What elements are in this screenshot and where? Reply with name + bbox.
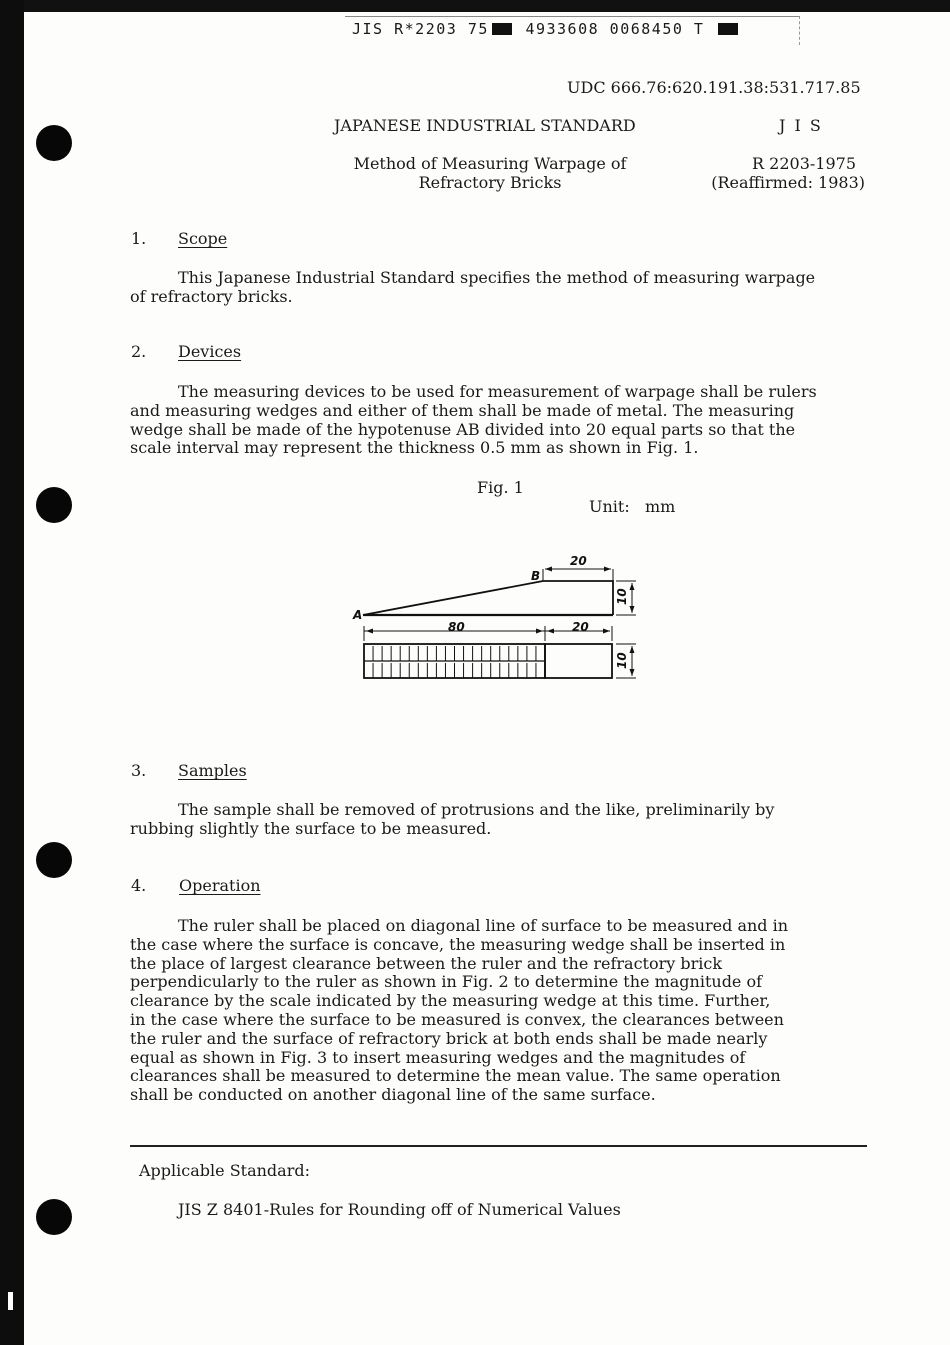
dim-top-height: 10 xyxy=(615,588,629,605)
section-heading-operation: Operation xyxy=(179,876,261,895)
scan-top-border xyxy=(0,0,950,12)
text-line: the place of largest clearance between the ruler and the refractory brick xyxy=(130,953,723,973)
figure-1-wedge-diagram xyxy=(340,545,650,685)
stamp-block xyxy=(718,23,738,35)
arrowhead xyxy=(603,629,610,634)
arrowhead xyxy=(366,629,373,634)
text-line: of refractory bricks. xyxy=(130,286,293,306)
punch-hole xyxy=(36,1199,72,1235)
text-line: The measuring devices to be used for measurement of warpage shall be rulers xyxy=(178,382,817,401)
section-number: 2. xyxy=(131,342,147,361)
section-heading-devices: Devices xyxy=(178,342,242,361)
operation-paragraph xyxy=(130,917,788,1105)
text-line: The ruler shall be placed on diagonal line of surface to be measured and in xyxy=(178,916,789,935)
dim-top-width: 20 xyxy=(570,554,587,568)
standard-number-block xyxy=(690,154,865,192)
applicable-standard-label: Applicable Standard: xyxy=(139,1161,310,1180)
text-line: rubbing slightly the surface to be measured. xyxy=(130,818,492,838)
figure-caption: Fig. 1 xyxy=(477,478,524,497)
unit-value: mm xyxy=(645,497,676,516)
standard-number: R 2203-1975 xyxy=(752,154,856,173)
stamp-block xyxy=(492,23,512,35)
text-line: wedge shall be made of the hypotenuse AB divided into 20 equal parts so that the xyxy=(130,419,796,439)
applicable-standard-reference: JIS Z 8401-Rules for Rounding off of Numerical Values xyxy=(178,1200,621,1219)
section-number: 4. xyxy=(131,876,147,895)
scale-ticks xyxy=(373,646,536,678)
jis-mark: J I S xyxy=(779,116,823,135)
section-heading-samples: Samples xyxy=(178,761,247,780)
text-line: in the case where the surface to be measured is convex, the clearances between xyxy=(130,1009,784,1029)
section-number: 1. xyxy=(131,229,147,248)
stamp-code-mid: 4933608 0068450 T xyxy=(525,20,705,38)
dim-bottom-height: 10 xyxy=(615,652,629,669)
point-a-label: A xyxy=(353,608,363,622)
unit-label xyxy=(589,497,675,516)
punch-hole xyxy=(36,487,72,523)
dim-bottom-short: 20 xyxy=(572,620,589,634)
arrowhead xyxy=(630,646,635,653)
wedge-outline xyxy=(363,581,613,615)
arrowhead xyxy=(630,669,635,676)
arrowhead xyxy=(630,583,635,590)
section-number: 3. xyxy=(131,761,147,780)
stamp-code-left: JIS R*2203 75 xyxy=(352,20,489,38)
text-line: clearance by the scale indicated by the measuring wedge at this time. Further, xyxy=(130,991,771,1011)
dim-bottom-long: 80 xyxy=(448,620,465,634)
document-title xyxy=(330,154,650,192)
arrowhead xyxy=(604,567,611,572)
section-heading-scope: Scope xyxy=(178,229,228,248)
scope-paragraph xyxy=(130,269,815,307)
text-line: clearances shall be measured to determine the mean value. The same operation xyxy=(130,1066,781,1086)
devices-paragraph xyxy=(130,383,817,458)
scan-left-border xyxy=(0,0,24,1345)
point-b-label: B xyxy=(531,569,541,583)
text-line: scale interval may represent the thickness 0.5 mm as shown in Fig. 1. xyxy=(130,438,699,458)
text-line: the case where the surface is concave, the measuring wedge shall be inserted in xyxy=(130,934,786,954)
punch-hole xyxy=(36,125,72,161)
text-line: This Japanese Industrial Standard specifies the method of measuring warpage xyxy=(178,268,816,287)
text-line: and measuring wedges and either of them shall be made of metal. The measuring xyxy=(130,400,795,420)
text-line: equal as shown in Fig. 3 to insert measuring wedges and the magnitudes of xyxy=(130,1047,746,1067)
punch-hole xyxy=(36,842,72,878)
text-line: perpendicularly to the ruler as shown in Fig. 2 to determine the magnitude of xyxy=(130,972,763,992)
standard-type: JAPANESE INDUSTRIAL STANDARD xyxy=(334,116,636,135)
text-line: the ruler and the surface of refractory brick at both ends shall be made nearly xyxy=(130,1028,768,1048)
arrowhead xyxy=(630,606,635,613)
reaffirmed-date: (Reaffirmed: 1983) xyxy=(711,173,865,192)
samples-paragraph xyxy=(130,801,774,839)
text-line: shall be conducted on another diagonal line of the same surface. xyxy=(130,1085,656,1105)
text-line: The sample shall be removed of protrusions and the like, preliminarily by xyxy=(178,800,775,819)
udc-code: UDC 666.76:620.191.38:531.717.85 xyxy=(567,78,861,97)
unit-label-text: Unit: xyxy=(589,497,630,516)
scan-edge-mark xyxy=(8,1292,13,1310)
title-line-2: Refractory Bricks xyxy=(418,173,562,192)
footer-rule xyxy=(130,1145,867,1147)
document-stamp xyxy=(352,20,741,38)
scale-end-block xyxy=(545,644,612,678)
arrowhead xyxy=(545,567,552,572)
arrowhead xyxy=(547,629,554,634)
arrowhead xyxy=(536,629,543,634)
title-line-1: Method of Measuring Warpage of xyxy=(353,154,627,173)
